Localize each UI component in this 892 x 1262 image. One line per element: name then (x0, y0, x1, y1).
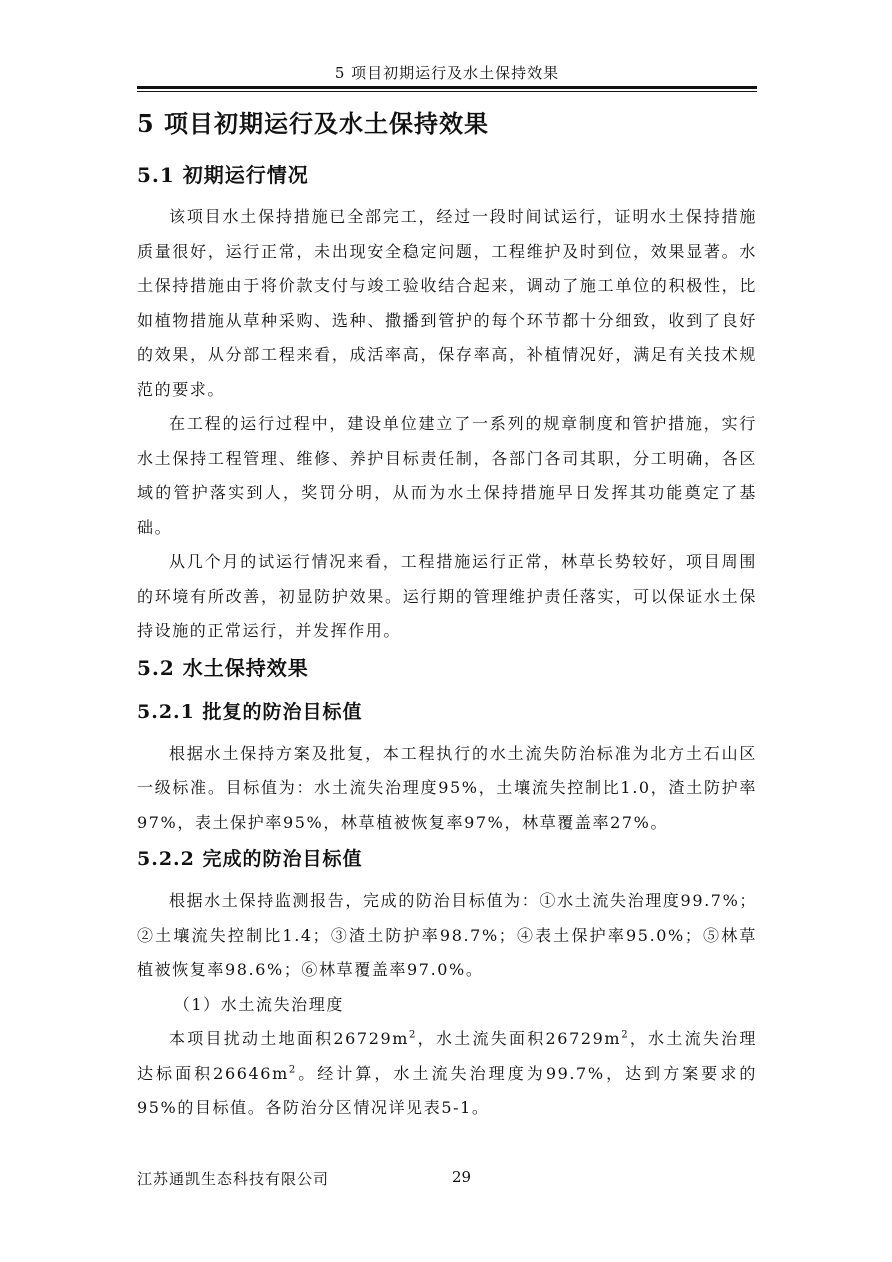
header-rule-thin (137, 91, 757, 92)
section-title-5-1: 5.1 初期运行情况 (137, 163, 309, 187)
section-title-5-2-1: 5.2.1 批复的防治目标值 (137, 700, 363, 723)
paragraph: 在工程的运行过程中，建设单位建立了一系列的规章制度和管护措施，实行水土保持工程管理、维修、养护目标责任制，各部门各司其职，分工明确，各区域的管护落实到人，奖罚分明，从而为水土保持措施早日发挥其功能奠定了基础。 (137, 414, 757, 537)
text-run: ，水土流失治理达标面积26646m (137, 1029, 758, 1083)
footer-company: 江苏通凯生态科技有限公司 (137, 1170, 330, 1188)
text-run: ，水土流失面积26729m (417, 1029, 622, 1048)
text-run: 。经计算，水土流失治理度为99.7%，达到方案要求的95%的目标值。各防治分区情况详见表5-1。 (137, 1063, 757, 1117)
page-content (137, 104, 757, 1126)
header-rule (137, 86, 757, 89)
running-header: 5 项目初期运行及水土保持效果 (334, 64, 560, 82)
page-number: 29 (452, 1168, 472, 1186)
section-title-5-2-2: 5.2.2 完成的防治目标值 (137, 848, 363, 870)
chapter-title: 5 项目初期运行及水土保持效果 (137, 109, 490, 138)
text-run: 本项目扰动土地面积26729m (169, 1029, 410, 1048)
paragraph-area (137, 1022, 757, 1126)
paragraph: 根据水土保持监测报告，完成的防治目标值为：①水土流失治理度99.7%；②土壤流失控制比1.4；③渣土防护率98.7%；④表土保护率95.0%；⑤林草植被恢复率98.6%；⑥林草覆盖率97.0%。 (137, 891, 757, 979)
item-label: （1）水土流失治理度 (173, 994, 344, 1014)
paragraph: 根据水土保持方案及批复，本工程执行的水土流失防治标准为北方土石山区一级标准。目标值为：水土流失治理度95%，土壤流失控制比1.0，渣土防护率97%，表土保护率95%，林草植被恢复率97%，林草覆盖率27%。 (137, 743, 757, 832)
superscript: 2 (409, 1029, 418, 1041)
superscript: 2 (288, 1064, 297, 1076)
superscript: 2 (621, 1029, 630, 1041)
section-title-5-2: 5.2 水土保持效果 (137, 655, 309, 680)
paragraph: 从几个月的试运行情况来看，工程措施运行正常，林草长势较好，项目周围的环境有所改善，初显防护效果。运行期的管理维护责任落实，可以保证水土保持设施的正常运行，并发挥作用。 (137, 552, 757, 640)
paragraph: 该项目水土保持措施已全部完工，经过一段时间试运行，证明水土保持措施质量很好，运行正常，未出现安全稳定问题，工程维护及时到位，效果显著。水土保持措施由于将价款支付与竣工验收结合起来，调动了施工单位的积极性，比如植物措施从草种采购、选种、撒播到管护的每个环节都十分细致，收到了良好的效果，从分部工程来看，成活率高，保存率高，补植情况好，满足有关技术规范的要求。 (137, 207, 757, 399)
